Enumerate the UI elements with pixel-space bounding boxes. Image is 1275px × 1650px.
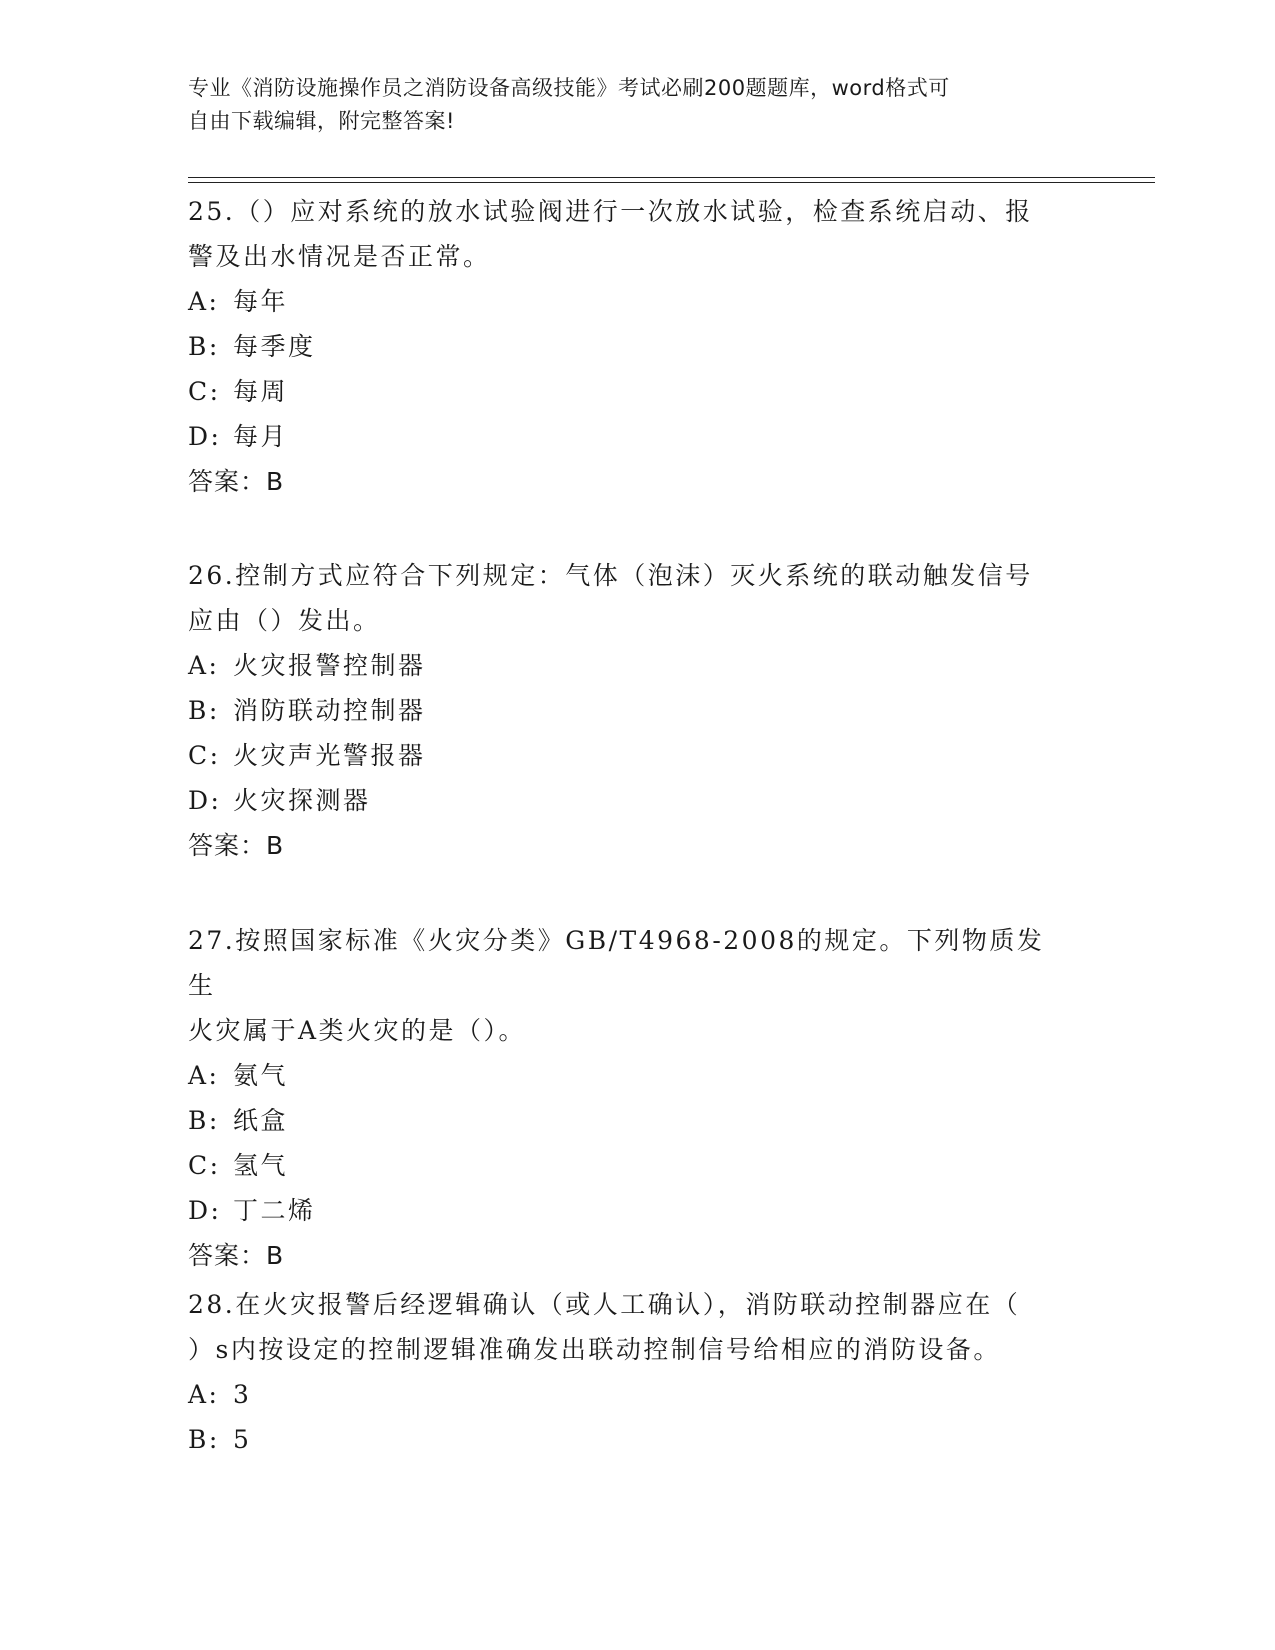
question-stem-line-1: 27.按照国家标准《火灾分类》GB/T4968-2008的规定。下列物质发生 [188, 926, 1045, 1000]
option-text: 消防联动控制器 [233, 696, 426, 725]
question-stem-line-2: ）s内按设定的控制逻辑准确发出联动控制信号给相应的消防设备。 [188, 1335, 1001, 1364]
option-text: 每季度 [233, 332, 316, 361]
answer-line: 答案：B [188, 467, 285, 496]
option-d [188, 778, 1088, 823]
question-stem-line-2: 火灾属于A类火灾的是（）。 [188, 1016, 527, 1045]
option-key: B: [188, 696, 220, 725]
question-stem-line-1: 26.控制方式应符合下列规定：气体（泡沫）灭火系统的联动触发信号 [188, 561, 1033, 590]
option-a [188, 1372, 1088, 1417]
option-a [188, 1053, 1088, 1098]
option-key: A: [188, 1380, 220, 1409]
answer-line: 答案：B [188, 831, 285, 860]
header-line-2: 自由下载编辑，附完整答案! [188, 109, 455, 133]
option-key: C: [188, 1151, 221, 1180]
option-text: 火灾探测器 [233, 786, 371, 815]
option-text: 纸盒 [233, 1106, 289, 1135]
option-c [188, 369, 1088, 414]
option-key: B: [188, 1425, 220, 1454]
option-c [188, 1143, 1088, 1188]
option-text: 氢气 [233, 1151, 289, 1180]
option-b [188, 1417, 1088, 1462]
question-27 [188, 918, 1088, 1278]
question-25 [188, 189, 1088, 504]
option-key: A: [188, 651, 220, 680]
option-c [188, 733, 1088, 778]
option-text: 每月 [233, 422, 289, 451]
answer-line: 答案：B [188, 1241, 285, 1270]
option-b [188, 688, 1088, 733]
question-stem-line-2: 应由（）发出。 [188, 606, 381, 635]
option-d [188, 414, 1088, 459]
option-key: C: [188, 741, 221, 770]
option-key: C: [188, 377, 221, 406]
question-28 [188, 1282, 1088, 1462]
question-stem [188, 1282, 1068, 1372]
option-text: 氨气 [233, 1061, 289, 1090]
question-stem-line-1: 28.在火灾报警后经逻辑确认（或人工确认），消防联动控制器应在（ [188, 1290, 1021, 1319]
option-text: 火灾报警控制器 [233, 651, 426, 680]
option-key: A: [188, 287, 220, 316]
option-text: 丁二烯 [233, 1196, 316, 1225]
document-header [188, 72, 1068, 138]
header-divider-top [188, 177, 1155, 178]
option-text: 5 [233, 1425, 252, 1454]
option-text: 每周 [233, 377, 289, 406]
question-stem-line-1: 25.（）应对系统的放水试验阀进行一次放水试验，检查系统启动、报 [188, 197, 1033, 226]
option-key: D: [188, 1196, 222, 1225]
option-b [188, 1098, 1088, 1143]
question-stem [188, 553, 1068, 643]
option-key: D: [188, 422, 222, 451]
question-26 [188, 553, 1088, 868]
option-a [188, 643, 1088, 688]
option-key: A: [188, 1061, 220, 1090]
option-a [188, 279, 1088, 324]
header-divider-bottom [188, 182, 1155, 183]
option-b [188, 324, 1088, 369]
question-stem [188, 918, 1068, 1053]
option-key: B: [188, 332, 220, 361]
option-text: 每年 [233, 287, 289, 316]
question-stem-line-2: 警及出水情况是否正常。 [188, 242, 491, 271]
option-d [188, 1188, 1088, 1233]
option-key: D: [188, 786, 222, 815]
option-text: 火灾声光警报器 [233, 741, 426, 770]
option-text: 3 [233, 1380, 252, 1409]
header-line-1: 专业《消防设施操作员之消防设备高级技能》考试必刷200题题库，word格式可 [188, 76, 950, 100]
question-stem [188, 189, 1068, 279]
option-key: B: [188, 1106, 220, 1135]
